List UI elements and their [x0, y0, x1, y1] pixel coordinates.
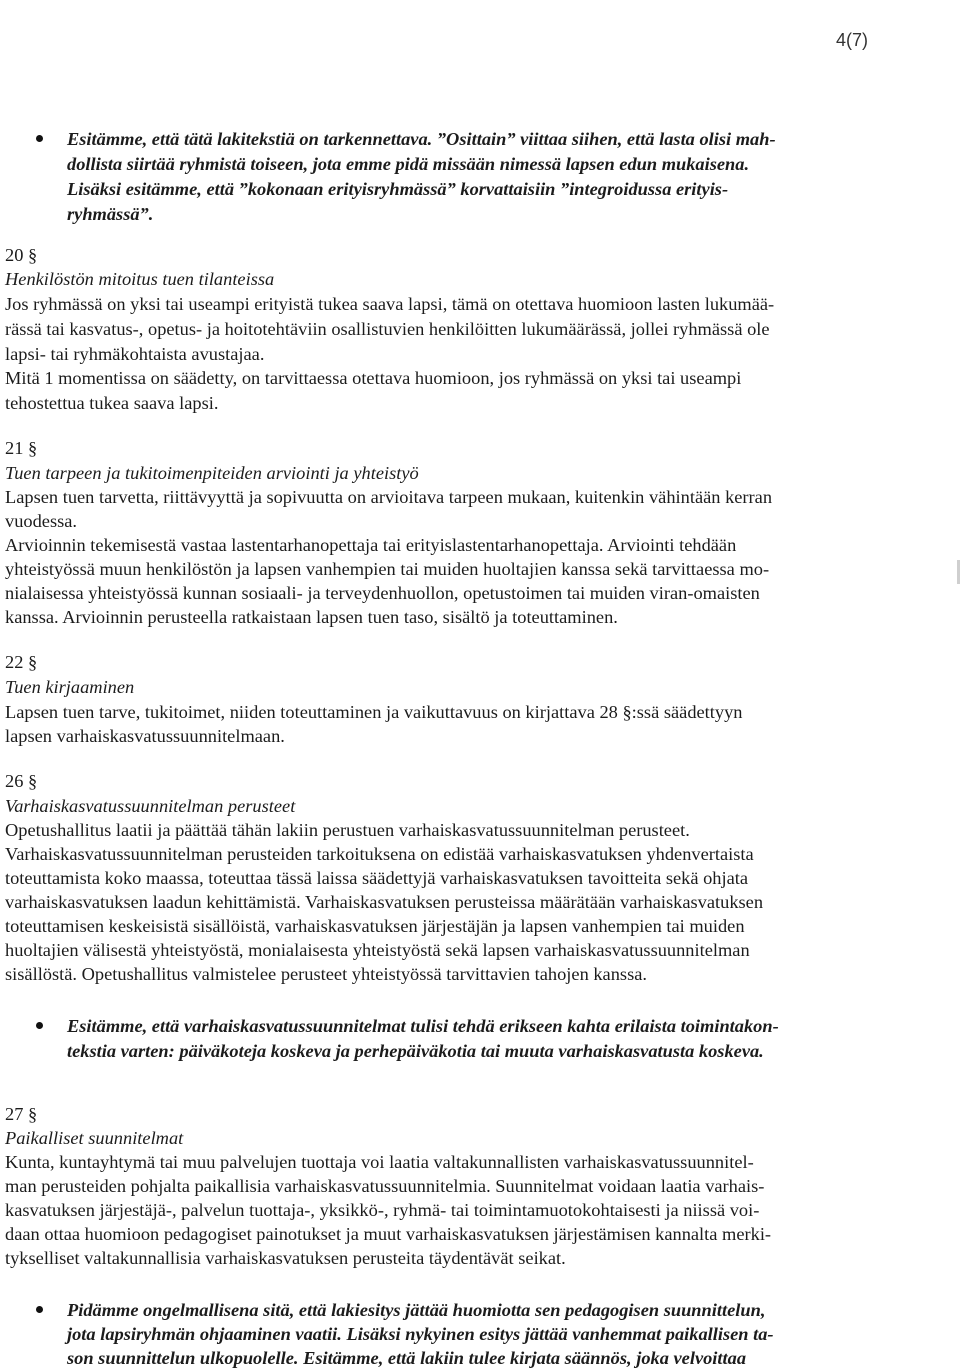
bullet-point: [36, 1306, 43, 1313]
bullet3-line: jota lapsiryhmän ohjaaminen vaatii. Lisäksi nykyinen esitys jättää vanhemmat paikallisen ta-: [67, 1324, 774, 1344]
paragraph-line: kasvatuksen järjestäjä-, palvelun tuottaja-, yksikkö-, ryhmä- tai toimintamuotokohtaisesti ja niissä voi-: [5, 1200, 760, 1220]
section-number: 22 §: [5, 652, 38, 672]
section-number: 21 §: [5, 438, 38, 458]
paragraph-line: lapsi- tai ryhmäkohtaista avustajaa.: [5, 344, 265, 364]
paragraph-line: Lapsen tuen tarve, tukitoimet, niiden toteuttaminen ja vaikuttavuus on kirjattava 28 §:ssä säädettyyn: [5, 702, 743, 722]
paragraph-line: lapsen varhaiskasvatussuunnitelmaan.: [5, 726, 285, 746]
section-title: Tuen kirjaaminen: [5, 677, 135, 697]
paragraph-line: Arvioinnin tekemisestä vastaa lastentarhanopettaja tai erityislastentarhanopettaja. Arviointi tehdään: [5, 535, 737, 555]
paragraph-line: Mitä 1 momentissa on säädetty, on tarvittaessa otettava huomioon, jos ryhmässä on yksi tai useampi: [5, 368, 742, 388]
bullet2-line: Esitämme, että varhaiskasvatussuunnitelmat tulisi tehdä erikseen kahta erilaista toimintakon-: [67, 1016, 779, 1036]
paragraph-line: toteuttamisen keskeisistä sisällöistä, varhaiskasvatuksen järjestäjän ja lapsen vanhempien tai muiden: [5, 916, 745, 936]
paragraph-line: nialaisessa yhteistyössä kunnan sosiaali- ja terveydenhuollon, opetustoimen tai muiden viran-omaisten: [5, 583, 760, 603]
paragraph-line: man perusteiden pohjalta paikallisia varhaiskasvatussuunnitelmia. Suunnitelmat voidaan laatia varhais-: [5, 1176, 765, 1196]
bullet1-line: Lisäksi esitämme, että ”kokonaan erityisryhmässä” korvattaisiin ”integroidussa erityis-: [67, 179, 729, 199]
section-number: 27 §: [5, 1104, 38, 1124]
paragraph-line: Varhaiskasvatussuunnitelman perusteiden tarkoituksena on edistää varhaiskasvatuksen yhdenvertaista: [5, 844, 754, 864]
paragraph-line: tykselliset valtakunnallisia varhaiskasvatuksen perusteita täydentävät seikat.: [5, 1248, 566, 1268]
paragraph-line: Kunta, kuntayhtymä tai muu palvelujen tuottaja voi laatia valtakunnallisten varhaiskasvatussuunnitel-: [5, 1152, 754, 1172]
paragraph-line: Jos ryhmässä on yksi tai useampi erityistä tukea saava lapsi, tämä on otettava huomioon lasten lukumää-: [5, 294, 775, 314]
paragraph-line: varhaiskasvatuksen laadun kehittämistä. Varhaiskasvatuksen perusteissa määrätään varhaiskasvatuksen: [5, 892, 764, 912]
paragraph-line: yhteistyössä muun henkilöstön ja lapsen vanhempien tai muiden huoltajien kanssa sekä tarvittaessa mo-: [5, 559, 770, 579]
bullet-point: [36, 135, 43, 142]
page-number: 4(7): [835, 30, 868, 50]
paragraph-line: tehostettua tukea saava lapsi.: [5, 393, 219, 413]
section-title: Varhaiskasvatussuunnitelman perusteet: [5, 796, 296, 816]
bullet1-line: ryhmässä”.: [67, 204, 154, 224]
paragraph-line: Opetushallitus laatii ja päättää tähän lakiin perustuen varhaiskasvatussuunnitelman perusteet.: [5, 820, 690, 840]
paragraph-line: Lapsen tuen tarvetta, riittävyyttä ja sopivuutta on arvioitava tarpeen mukaan, kuitenkin vähintään kerran: [5, 487, 773, 507]
paragraph-line: sisällöstä. Opetushallitus valmistelee perusteet yhteistyössä tarvittavien tahojen kanssa.: [5, 964, 647, 984]
bullet1-line: Esitämme, että tätä lakitekstiä on tarkennettava. ”Osittain” viittaa siihen, että lasta olisi mah-: [67, 129, 776, 149]
bullet-point: [36, 1022, 43, 1029]
paragraph-line: daan ottaa huomioon pedagogiset painotukset ja muut varhaiskasvatuksen järjestämisen kannalta merki-: [5, 1224, 772, 1244]
section-title: Paikalliset suunnitelmat: [5, 1128, 184, 1148]
bullet2-line: tekstia varten: päiväkoteja koskeva ja perhepäiväkotia tai muuta varhaiskasvatusta koskeva.: [67, 1041, 764, 1061]
paragraph-line: huoltajien välisestä yhteistyöstä, monialaisesta yhteistyöstä sekä lapsen varhaiskasvatussuunnitelman: [5, 940, 750, 960]
paragraph-line: toteuttamista koko maassa, toteuttaa tässä laissa säädettyjä varhaiskasvatuksen tavoitteita sekä ohjata: [5, 868, 749, 888]
paragraph-line: rässä tai kasvatus-, opetus- ja hoitotehtäviin osallistuvien henkilöitten lukumäärässä, jollei ryhmässä ole: [5, 319, 770, 339]
bullet3-line: Pidämme ongelmallisena sitä, että lakiesitys jättää huomiotta sen pedagogisen suunnittelun,: [67, 1300, 766, 1320]
paragraph-line: kanssa. Arvioinnin perusteella ratkaistaan lapsen tuen taso, sisältö ja toteuttaminen.: [5, 607, 618, 627]
bullet3-line: son suunnittelun ulkopuolelle. Esitämme, että lakiin tulee kirjata säännös, joka velvoittaa: [67, 1348, 747, 1368]
paragraph-line: vuodessa.: [5, 511, 78, 531]
bullet1-line: dollista siirtää ryhmistä toiseen, jota emme pidä missään nimessä lapsen edun mukaisena.: [67, 154, 750, 174]
section-title: Tuen tarpeen ja tukitoimenpiteiden arviointi ja yhteistyö: [5, 463, 419, 483]
section-title: Henkilöstön mitoitus tuen tilanteissa: [5, 269, 275, 289]
section-number: 26 §: [5, 771, 38, 791]
section-number: 20 §: [5, 245, 38, 265]
